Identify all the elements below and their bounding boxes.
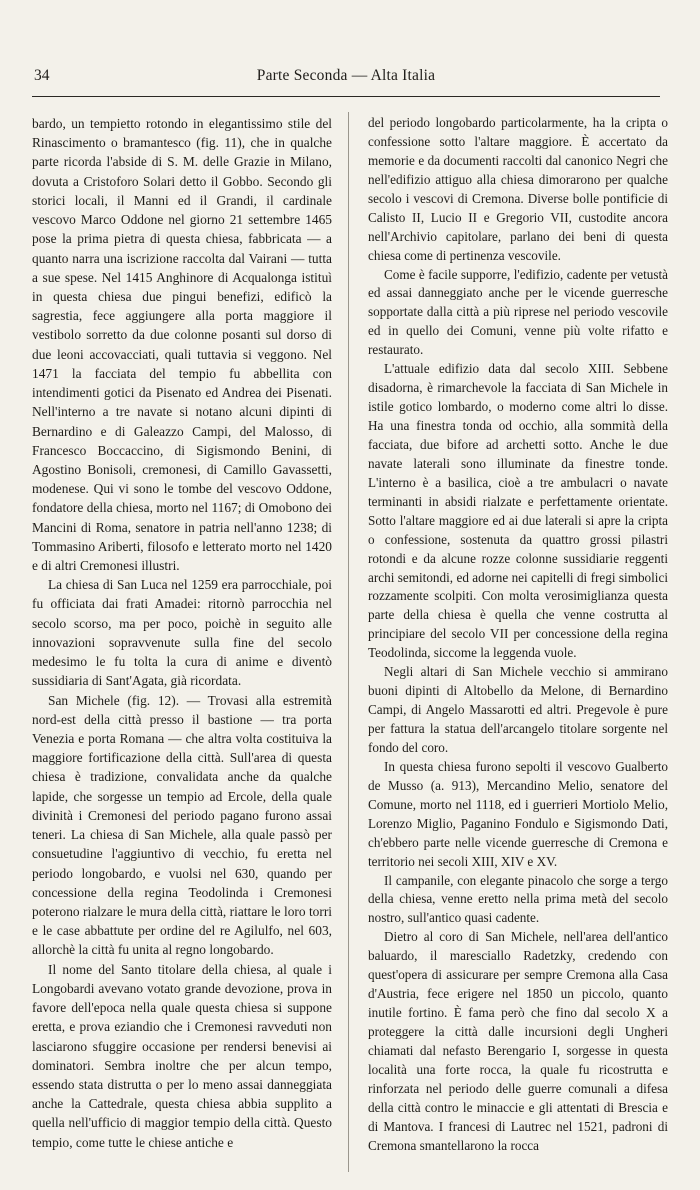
paragraph: Come è facile supporre, l'edifizio, cadente per vetustà ed assai danneggiato anche per le vicende guerresche sopportate dalla città a più riprese nel periodo vescovile ed in quello dei Comuni, venne più volte rifatto e restaurato.	[368, 266, 668, 358]
paragraph: San Michele (fig. 12). — Trovasi alla estremità nord-est della città presso il bastione — tra porta Venezia e porta Romana — che altra volta costituiva la maggiore fortificazione della città. Sull'area di questa chiesa è tradizione, convalidata anche da qualche lapide, che sorgesse un tempio ad Ercole, della quale divinità i Cremonesi del periodo pagano furono assai teneri. La chiesa di San Michele, alla quale passò per consuetudine l'aggiuntivo di vecchio, fu eretta nel periodo longobardo, e vuolsi nel 630, quando per concessione della regina Teodolinda i Cremonesi poterono rialzare le mura della città, riattare le loro torri e le case abbattute per ordine del re Agilulfo, nel 603, allorchè la città fu unita al regno longobardo.	[32, 692, 332, 958]
paragraph: L'attuale edifizio data dal secolo XIII. Sebbene disadorna, è rimarchevole la facciata di San Michele in istile gotico lombardo, o moderno come altri lo disse. Ha una finestra tonda od occhio, alla sommità della facciata, due bifore ad archetti sotto. Anche le due navate laterali sono illuminate da finestre tonde. L'interno è a basilica, cioè a tre ambulacri o navate terminanti in absidi rialzate e perfettamente orientate. Sotto l'altare maggiore ed ai due laterali si apre la cripta o confessione, sostenuta da quattro grossi pilastri rotondi e da alcune rozze colonne sussidiarie reggenti archi semitondi, ed adorne nei capitelli di fregi simbolici rozzamente scolpiti. Con molta verosimiglianza questa parte della chiesa è quella che venne costrutta al principiare del secolo VII per concessione della regina Teodolinda, siccome la leggenda vuole.	[368, 361, 668, 661]
column-divider	[348, 112, 349, 1172]
paragraph: Il nome del Santo titolare della chiesa, al quale i Longobardi avevano votato grande devozione, prova in favore dell'epoca nella quale questa chiesa si suppone eretta, e prova eziandio che i Cremonesi ravveduti non lasciarono sfuggire occasione per rendersi benevisi ai dominatori. Sembra inoltre che per alcun tempo, essendo stata distrutta o per lo meno assai danneggiata anche la Cattedrale, questa chiesa abbia supplito a quella nell'ufficio di maggior tempio della città. Questo tempio, come tutte le chiese antiche e	[32, 961, 332, 1150]
paragraph: La chiesa di San Luca nel 1259 era parrocchiale, poi fu officiata dai frati Amadei: ritornò parrocchia nel secolo scorso, ma per poco, poichè in seguito alle innovazioni sopravvenute sulla fine del secolo medesimo le fu tolta la cura di anime e diventò sussidiaria di Sant'Agata, già ricordata.	[32, 577, 332, 689]
paragraph: bardo, un tempietto rotondo in elegantissimo stile del Rinascimento o bramantesco (fig. 11), che in qualche parte ricorda l'abside di S. M. delle Grazie in Milano, dovuta a Cristoforo Solari detto il Gobbo. Secondo gli storici locali, il Manni ed il Grandi, il cardinale vescovo Marco Oddone nel giorno 21 settembre 1465 pose la prima pietra di questa chiesa, fabbricata — a quanto narra una iscrizione raccolta dal Vairani — tutta a sue spese. Nel 1415 Anghinore di Acqualonga istituì in questa chiesa due pingui benefizi, edificò la sagrestia, fece aggiungere alla porta maggiore il vestibolo sorretto da due colonne posanti sul dorso di due leoni accovacciati, quali tuttavia si veggono. Nel 1471 la facciata del tempio fu abbellita con intendimenti gotici da Pisenato ed Andrea dei Pisenati. Nell'interno a tre navate si notano alcuni dipinti di Bernardino e di Galeazzo Campi, del Malosso, di Francesco Boccaccino, di Sigismondo Benini, di Agostino Bonisoli, cremonesi, di Camillo Gavassetti, modenese. Qui vi sono le tombe del vescovo Oddone, fondatore della chiesa, morto nel 1167; di Omobono dei Mancini di Roma, senatore in patria nell'anno 1238; di Tommasino Ariberti, filosofo e letterato morto nel 1420 e di altri Cremonesi illustri.	[32, 116, 332, 574]
left-column	[32, 114, 332, 1152]
page-header	[32, 64, 660, 88]
paragraph: Dietro al coro di San Michele, nell'area dell'antico baluardo, il maresciallo Radetzky, credendo con quest'opera di assicurare per sempre Cremona alla Casa d'Austria, fece erigere nel 1850 un piccolo, quanto inutile fortino. È fama però che fino dal secolo X a proteggere la città dalle incursioni degli Ungheri chiamati dal nefasto Berengario I, sorgesse in questa località una forte rocca, la quale fu ricostrutta e rinforzata nel periodo delle guerre comunali a difesa della città contro le minaccie e gli attentati di Brescia e di Mantova. I francesi di Lautrec nel 1521, padroni di Cremona smantellarono la rocca	[368, 929, 668, 1153]
header-rule	[32, 96, 660, 97]
paragraph: del periodo longobardo particolarmente, ha la cripta o confessione sotto l'altare maggiore. È accertato da memorie e da documenti raccolti dal canonico Negri che nell'edifizio attiguo alla chiesa dimorarono per qualche secolo i vescovi di Cremona. Diverse bolle pontificie di Calisto II, Lucio II e Gregorio VII, custodite ancora nell'Archivio capitolare, parlano dei beni di questa chiesa come di pertinenza vescovile.	[368, 115, 668, 263]
page-number: 34	[34, 67, 50, 84]
right-column	[368, 114, 668, 1156]
running-title: Parte Seconda — Alta Italia	[256, 67, 436, 84]
paragraph: In questa chiesa furono sepolti il vescovo Gualberto de Musso (a. 913), Mercandino Melio, senatore del Comune, morto nel 1118, ed i guerrieri Mortiolo Melio, Lorenzo Miglio, Paganino Fondulo e Sigismondo Dati, ch'ebbero parte nelle vicende guerresche di Cremona e territorio nei secoli XIII, XIV e XV.	[368, 758, 668, 869]
paragraph: Il campanile, con elegante pinacolo che sorge a tergo della chiesa, venne eretto nella prima metà del secolo nostro, sull'antico quasi cadente.	[368, 872, 668, 926]
paragraph: Negli altari di San Michele vecchio si ammirano buoni dipinti di Altobello da Melone, di Bernardino Campi, di Angelo Massarotti ed altri. Pregevole è pure per fattura la statua dell'arcangelo titolare sorgente nel fondo del coro.	[368, 664, 668, 755]
